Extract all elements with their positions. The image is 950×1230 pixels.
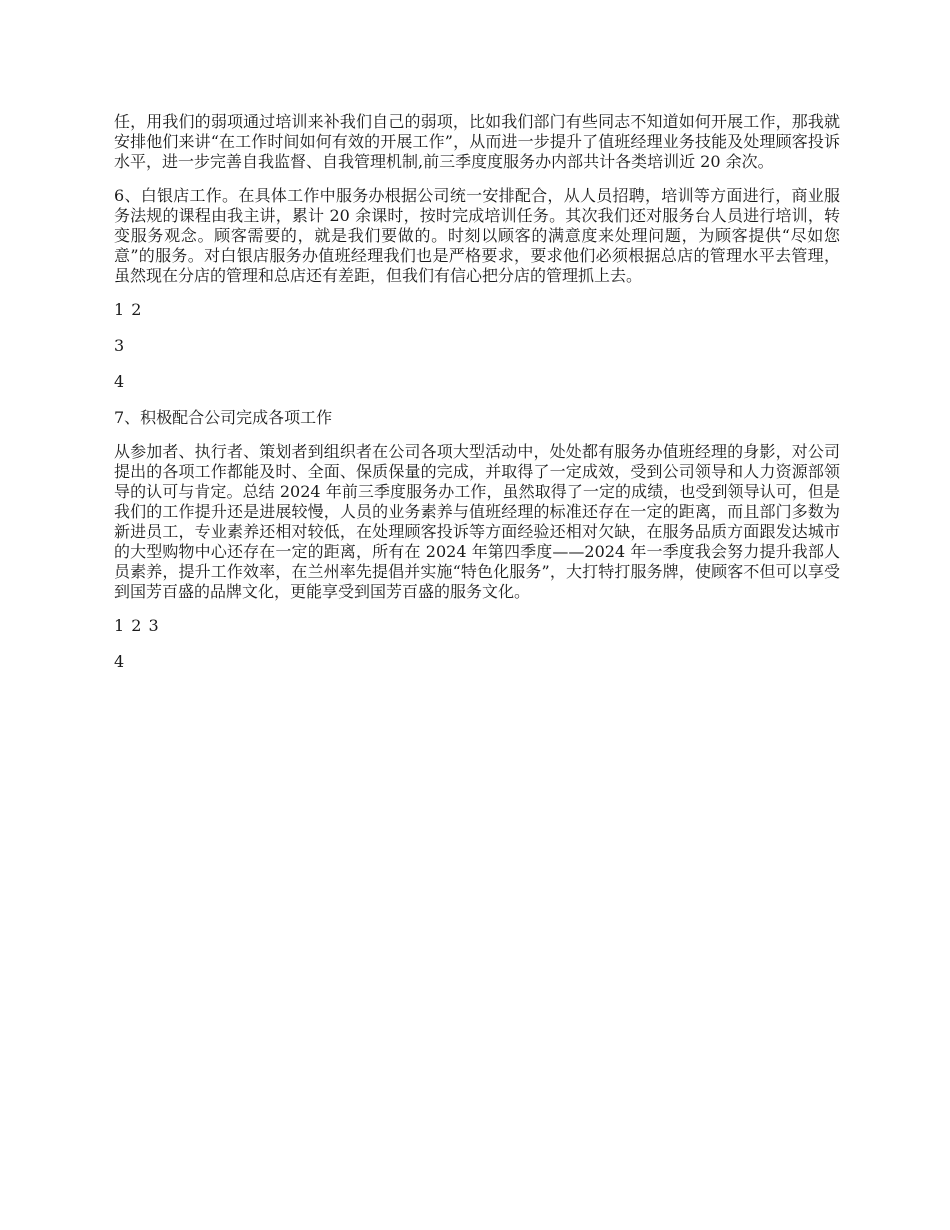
page-number-line: 4 — [114, 372, 126, 391]
page-number-line: 1 2 3 — [114, 616, 160, 635]
page-number-line: 1 2 — [114, 300, 143, 319]
page-number-line: 4 — [114, 652, 126, 671]
document-body — [114, 112, 840, 688]
paragraph-cooperation-summary: 从参加者、执行者、策划者到组织者在公司各项大型活动中，处处都有服务办值班经理的身影，对公司提出的各项工作都能及时、全面、保质保量的完成，并取得了一定成效，受到公司领导和人力资源部领导的认可与肯定。总结 2024 年前三季度服务办工作，虽然取得了一定的成绩，也受到领导认可，但是我们的工作提升还是进展较慢，人员的业务素养与值班经理的标准还存在一定的距离，而且部门多数为新进员工，专业素养还相对较低，在处理顾客投诉等方面经验还相对欠缺，在服务品质方面跟发达城市的大型购物中心还存在一定的距离，所有在 2024 年第四季度——2024 年一季度我会努力提升我部人员素养，提升工作效率，在兰州率先提倡并实施“特色化服务”，大打特打服务牌，使顾客不但可以享受到国芳百盛的品牌文化，更能享受到国芳百盛的服务文化。 — [114, 442, 840, 601]
page-number-line: 3 — [114, 336, 126, 355]
paragraph-training-continued: 任，用我们的弱项通过培训来补我们自己的弱项，比如我们部门有些同志不知道如何开展工作，那我就安排他们来讲“在工作时间如何有效的开展工作”，从而进一步提升了值班经理业务技能及处理顾客投诉水平，进一步完善自我监督、自我管理机制,前三季度度服务办内部共计各类培训近 20 余次。 — [114, 112, 840, 171]
section-heading-7: 7、积极配合公司完成各项工作 — [114, 408, 333, 427]
paragraph-baiyin-store: 6、白银店工作。在具体工作中服务办根据公司统一安排配合，从人员招聘，培训等方面进行，商业服务法规的课程由我主讲，累计 20 余课时，按时完成培训任务。其次我们还对服务台人员进行培训，转变服务观念。顾客需要的，就是我们要做的。时刻以顾客的满意度来处理问题，为顾客提供“尽如您意”的服务。对白银店服务办值班经理我们也是严格要求，要求他们必须根据总店的管理水平去管理，虽然现在分店的管理和总店还有差距，但我们有信心把分店的管理抓上去。 — [114, 186, 840, 285]
